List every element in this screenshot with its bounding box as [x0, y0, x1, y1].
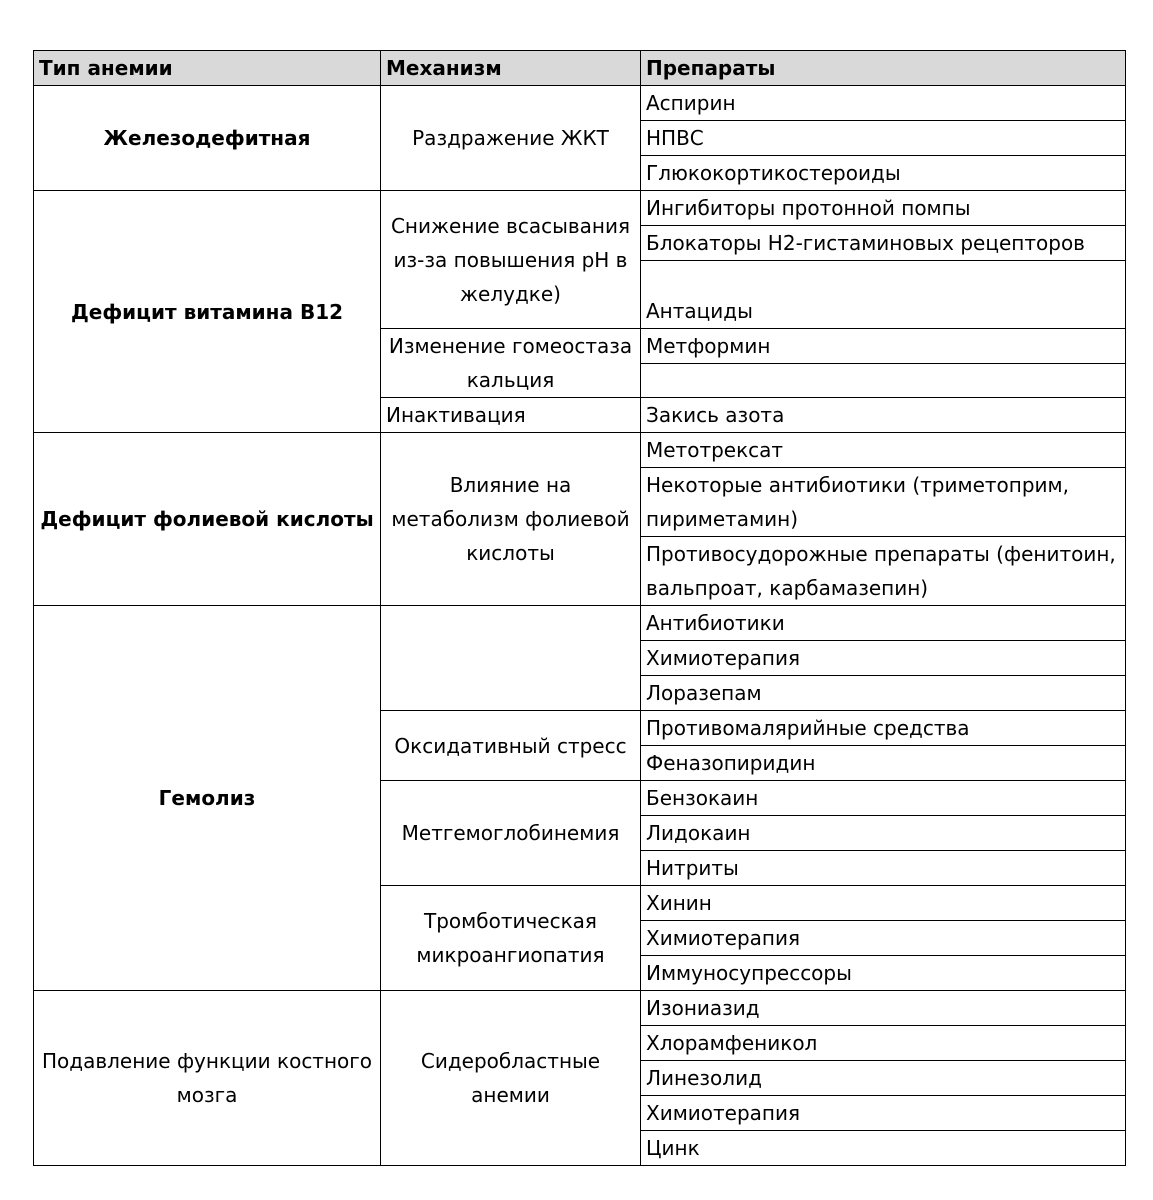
drug-cell: Цинк: [641, 1131, 1126, 1166]
drug-cell: Некоторые антибиотики (триметоприм, пириметамин): [641, 468, 1126, 537]
mechanism-cell: Изменение гомеостаза кальция: [381, 329, 641, 398]
mechanism-cell: Оксидативный стресс: [381, 711, 641, 781]
drug-cell: НПВС: [641, 121, 1126, 156]
drug-cell: Бензокаин: [641, 781, 1126, 816]
drug-cell: Антациды: [641, 261, 1126, 329]
drug-cell: Химиотерапия: [641, 1096, 1126, 1131]
drug-cell: Ингибиторы протонной помпы: [641, 191, 1126, 226]
mechanism-cell: Метгемоглобинемия: [381, 781, 641, 886]
mechanism-cell: Инактивация: [381, 398, 641, 433]
table-row: [34, 991, 1126, 1026]
table-row: [34, 191, 1126, 226]
drug-cell: Лоразепам: [641, 676, 1126, 711]
drug-cell-empty: [641, 364, 1126, 398]
drug-cell: Глюкокортикостероиды: [641, 156, 1126, 191]
drug-cell: Блокаторы Н2-гистаминовых рецепторов: [641, 226, 1126, 261]
header-row: [34, 51, 1126, 86]
table-row: [34, 433, 1126, 468]
header-mechanism: Механизм: [381, 51, 641, 86]
drug-cell: Закись азота: [641, 398, 1126, 433]
drug-cell: Изониазид: [641, 991, 1126, 1026]
drug-cell: Хинин: [641, 886, 1126, 921]
drug-cell: Линезолид: [641, 1061, 1126, 1096]
drug-cell: Хлорамфеникол: [641, 1026, 1126, 1061]
drug-cell: Иммуносупрессоры: [641, 956, 1126, 991]
header-type: Тип анемии: [34, 51, 381, 86]
mechanism-cell: Раздражение ЖКТ: [381, 86, 641, 191]
anemia-type-cell: Подавление функции костного мозга: [34, 991, 381, 1166]
drug-cell: Аспирин: [641, 86, 1126, 121]
drug-cell: Феназопиридин: [641, 746, 1126, 781]
anemia-drugs-table: [33, 50, 1126, 1166]
drug-cell: Противосудорожные препараты (фенитоин, вальпроат, карбамазепин): [641, 537, 1126, 606]
drug-cell: Метотрексат: [641, 433, 1126, 468]
drug-cell: Нитриты: [641, 851, 1126, 886]
drug-cell: Химиотерапия: [641, 921, 1126, 956]
drug-cell: Лидокаин: [641, 816, 1126, 851]
anemia-type-cell: Гемолиз: [34, 606, 381, 991]
anemia-type-cell: Дефицит витамина В12: [34, 191, 381, 433]
table-row: [34, 86, 1126, 121]
mechanism-cell-empty: [381, 606, 641, 711]
drug-cell: Противомалярийные средства: [641, 711, 1126, 746]
drug-cell: Химиотерапия: [641, 641, 1126, 676]
mechanism-cell: Влияние на метаболизм фолиевой кислоты: [381, 433, 641, 606]
mechanism-cell: Тромботическая микроангиопатия: [381, 886, 641, 991]
table-row: [34, 606, 1126, 641]
anemia-type-cell: Дефицит фолиевой кислоты: [34, 433, 381, 606]
header-drugs: Препараты: [641, 51, 1126, 86]
mechanism-cell: Снижение всасывания из-за повышения pH в желудке): [381, 191, 641, 329]
mechanism-cell: Сидеробластные анемии: [381, 991, 641, 1166]
anemia-type-cell: Железодефитная: [34, 86, 381, 191]
drug-cell: Метформин: [641, 329, 1126, 364]
drug-cell: Антибиотики: [641, 606, 1126, 641]
